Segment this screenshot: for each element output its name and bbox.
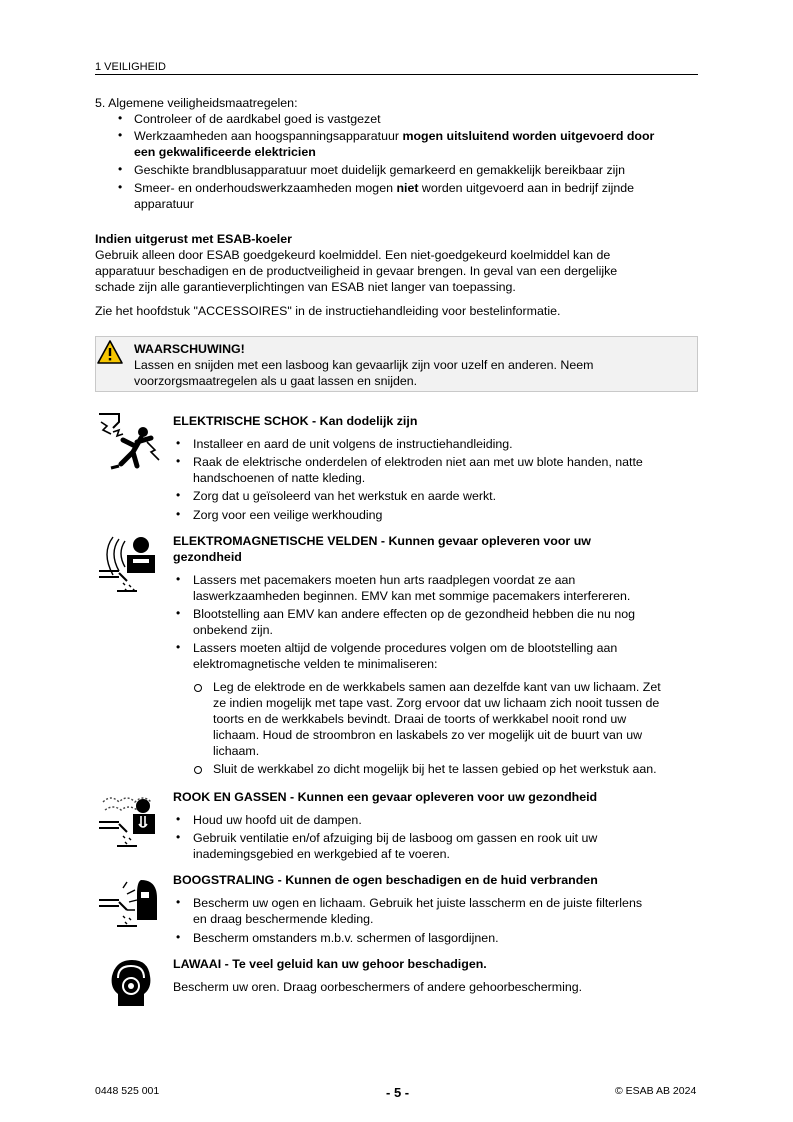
noise-text: Bescherm uw oren. Draag oorbeschermers of andere gehoorbescherming. xyxy=(173,980,583,994)
fumes-bullet-2: Gebruik ventilatie en/of afzuiging bij de lasboog om gassen en rook uit uw xyxy=(193,831,598,845)
bullet: • xyxy=(176,507,181,521)
general-bullet-3: Geschikte brandblusapparatuur moet duidelijk gemarkeerd en gemakkelijk bereikbaar zijn xyxy=(134,163,626,177)
bullet: • xyxy=(118,128,123,142)
bullet: • xyxy=(176,436,181,450)
shock-bullet-3: Zorg dat u geïsoleerd van het werkstuk en aarde werkt. xyxy=(193,489,497,503)
footer-doc-number: 0448 525 001 xyxy=(95,1085,160,1097)
fumes-gases-icon xyxy=(97,792,163,854)
arc-bullet-1: Bescherm uw ogen en lichaam. Gebruik het juiste lasscherm en de juiste filterlens xyxy=(193,896,643,910)
shock-bullet-2: Raak de elektrische onderdelen of elektroden niet aan met uw blote handen, natte xyxy=(193,455,643,469)
emf-sub-bullet-1-cont-2: toorts en de werkkabels bevindt. Draai de toorts of werkkabel nooit rond uw xyxy=(213,712,627,726)
warning-title xyxy=(134,341,245,357)
general-bullet-4-text-post: worden uitgevoerd aan in bedrijf zijnde xyxy=(418,181,635,195)
electromagnetic-field-icon xyxy=(97,533,163,597)
section-header: 1 VEILIGHEID xyxy=(95,61,166,73)
bullet: • xyxy=(176,930,181,944)
general-bullet-2-cont xyxy=(134,144,316,160)
shock-bullet-2-cont: handschoenen of natte kleding. xyxy=(193,471,366,485)
shock-bullet-4: Zorg voor een veilige werkhouding xyxy=(193,508,383,522)
footer-copyright: © ESAB AB 2024 xyxy=(615,1085,697,1097)
sub-bullet-circle xyxy=(194,766,202,774)
emf-sub-bullet-1: Leg de elektrode en de werkkabels samen aan dezelfde kant van uw lichaam. Zet xyxy=(213,680,661,694)
emf-sub-bullet-1-cont-4: lichaam. xyxy=(213,744,260,758)
fumes-title xyxy=(173,789,597,805)
arc-rays-icon xyxy=(97,874,163,934)
arc-title xyxy=(173,872,598,888)
bullet: • xyxy=(176,454,181,468)
bullet: • xyxy=(176,640,181,654)
general-bullet-2 xyxy=(134,128,654,144)
general-heading: 5. Algemene veiligheidsmaatregelen: xyxy=(95,96,298,110)
emf-title-text-2: gezondheid xyxy=(173,550,242,564)
general-bullet-4-cont: apparatuur xyxy=(134,197,194,211)
general-bullet-4-bold: niet xyxy=(396,181,419,195)
warning-line-2: voorzorgsmaatregelen als u gaat lassen en snijden. xyxy=(134,374,418,388)
shock-title-text: ELEKTRISCHE SCHOK - Kan dodelijk zijn xyxy=(173,414,418,428)
shock-bullet-1: Installeer en aard de unit volgens de instructiehandleiding. xyxy=(193,437,513,451)
warning-triangle-icon xyxy=(97,340,123,364)
general-bullet-2-bold-cont: een gekwalificeerde elektricien xyxy=(134,145,316,159)
general-bullet-2-bold: mogen uitsluitend worden uitgevoerd door xyxy=(402,129,655,143)
fumes-bullet-2-cont: inademingsgebied en werkgebied af te voeren. xyxy=(193,847,450,861)
arc-bullet-2: Bescherm omstanders m.b.v. schermen of lasgordijnen. xyxy=(193,931,499,945)
emf-sub-bullet-1-cont-3: lichaam. Houd de stroombron en laskabels zo ver mogelijk uit de buurt van uw xyxy=(213,728,643,742)
shock-title xyxy=(173,413,417,429)
noise-title-text: LAWAAI - Te veel geluid kan uw gehoor beschadigen. xyxy=(173,957,487,971)
emf-bullet-2: Blootstelling aan EMV kan andere effecten op de gezondheid hebben die nu nog xyxy=(193,607,636,621)
general-bullet-1: Controleer of de aardkabel goed is vastgezet xyxy=(134,112,381,126)
arc-bullet-1-cont: en draag beschermende kleding. xyxy=(193,912,374,926)
emf-title-text-1: ELEKTROMAGNETISCHE VELDEN - Kunnen gevaar opleveren voor uw xyxy=(173,534,591,548)
cooler-heading-text: Indien uitgerust met ESAB-koeler xyxy=(95,232,292,246)
emf-bullet-1: Lassers met pacemakers moeten hun arts raadplegen voordat ze aan xyxy=(193,573,576,587)
cooler-line-1: Gebruik alleen door ESAB goedgekeurd koelmiddel. Een niet-goedgekeurd koelmiddel kan de xyxy=(95,248,611,262)
sub-bullet-circle xyxy=(194,684,202,692)
general-bullet-4 xyxy=(134,180,634,196)
general-bullet-4-text: Smeer- en onderhoudswerkzaamheden mogen xyxy=(134,181,397,195)
emf-bullet-3-cont: elektromagnetische velden te minimaliseren: xyxy=(193,657,438,671)
emf-title-2 xyxy=(173,549,242,565)
emf-bullet-1-cont: laswerkzaamheden beginnen. EMV kan met sommige pacemakers interfereren. xyxy=(193,589,631,603)
warning-line-1: Lassen en snijden met een lasboog kan gevaarlijk zijn voor uzelf en anderen. Neem xyxy=(134,358,594,372)
cooler-line-3: schade zijn alle garantieverplichtingen van ESAB niet langer van toepassing. xyxy=(95,280,516,294)
arc-title-text: BOOGSTRALING - Kunnen de ogen beschadigen en de huid verbranden xyxy=(173,873,598,887)
bullet: • xyxy=(176,488,181,502)
bullet: • xyxy=(176,830,181,844)
emf-sub-bullet-1-cont-1: ze indien mogelijk met tape vast. Zorg ervoor dat uw lichaam zich nooit tussen de xyxy=(213,696,660,710)
electric-shock-icon xyxy=(97,408,163,478)
bullet: • xyxy=(176,895,181,909)
bullet: • xyxy=(118,180,123,194)
cooler-line-4: Zie het hoofdstuk "ACCESSOIRES" in de instructiehandleiding voor bestelinformatie. xyxy=(95,304,561,318)
noise-title xyxy=(173,956,487,972)
bullet: • xyxy=(176,572,181,586)
cooler-line-2: apparatuur beschadigen en de productveiligheid in gevaar brengen. In geval van een dergelijke xyxy=(95,264,618,278)
bullet: • xyxy=(118,111,123,125)
cooler-heading xyxy=(95,231,292,247)
emf-bullet-2-cont: onbekend zijn. xyxy=(193,623,273,637)
fumes-bullet-1: Houd uw hoofd uit de dampen. xyxy=(193,813,362,827)
noise-ear-protection-icon xyxy=(108,958,154,1010)
emf-bullet-3: Lassers moeten altijd de volgende procedures volgen om de blootstelling aan xyxy=(193,641,618,655)
emf-title-1 xyxy=(173,533,591,549)
footer-page-number: - 5 - xyxy=(386,1085,410,1100)
general-bullet-2-text: Werkzaamheden aan hoogspanningsapparatuur xyxy=(134,129,403,143)
bullet: • xyxy=(176,812,181,826)
emf-sub-bullet-2: Sluit de werkkabel zo dicht mogelijk bij het te lassen gebied op het werkstuk aan. xyxy=(213,762,657,776)
warning-title-text: WAARSCHUWING! xyxy=(134,342,245,356)
bullet: • xyxy=(176,606,181,620)
header-rule xyxy=(95,74,698,75)
bullet: • xyxy=(118,162,123,176)
fumes-title-text: ROOK EN GASSEN - Kunnen een gevaar opleveren voor uw gezondheid xyxy=(173,790,598,804)
